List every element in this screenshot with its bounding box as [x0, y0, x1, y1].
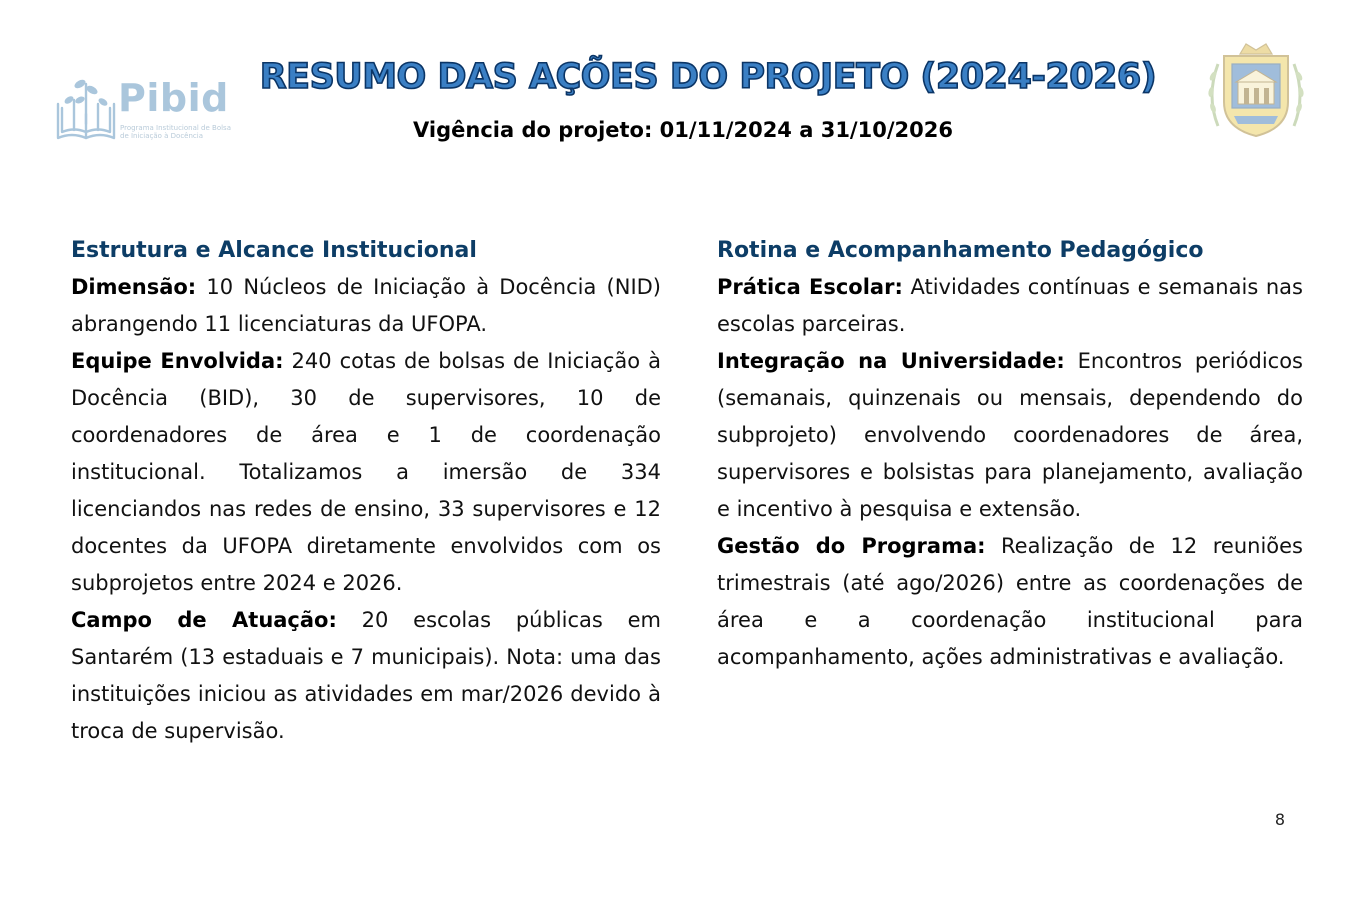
item-label: Integração na Universidade:	[717, 349, 1065, 373]
item-text: 240 cotas de bolsas de Iniciação à Docência (BID), 30 de supervisores, 10 de coordenadores de área e 1 de coordenação institucional. Totalizamos a imersão de 334 licenciandos nas redes de ensino, 33 supervisores e 12 docentes da UFOPA diretamente envolvidos com os subprojetos entre 2024 e 2026.	[71, 349, 661, 595]
item-program-management	[717, 528, 1303, 676]
pibid-wordmark: Pibid	[118, 76, 229, 120]
page-number: 8	[1274, 810, 1286, 829]
pibid-book-tree-logo-icon	[54, 74, 118, 144]
item-text: Realização de 12 reuniões trimestrais (até ago/2026) entre as coordenações de área e a coordenação institucional para acompanhamento, ações administrativas e avaliação.	[717, 534, 1303, 669]
item-university-integration	[717, 343, 1303, 528]
item-label: Campo de Atuação:	[71, 608, 337, 632]
item-dimension	[71, 269, 661, 343]
item-text: Atividades contínuas e semanais nas escolas parceiras.	[717, 275, 1303, 336]
item-label: Prática Escolar:	[717, 275, 903, 299]
item-label: Dimensão:	[71, 275, 197, 299]
item-text: Encontros periódicos (semanais, quinzenais ou mensais, dependendo do subprojeto) envolvendo coordenadores de área, supervisores e bolsistas para planejamento, avaliação e incentivo à pesquisa e extensão.	[717, 349, 1303, 521]
section-pedagogical-routine	[717, 232, 1303, 676]
section-institutional-structure	[71, 232, 661, 750]
item-field	[71, 602, 661, 750]
item-label: Gestão do Programa:	[717, 534, 986, 558]
section-heading: Rotina e Acompanhamento Pedagógico	[717, 238, 1204, 263]
pibid-logo	[54, 74, 234, 144]
university-seal-icon	[1204, 36, 1308, 142]
item-school-practice	[717, 269, 1303, 343]
item-team	[71, 343, 661, 602]
page-title: RESUMO DAS AÇÕES DO PROJETO (2024-2026)	[259, 57, 1157, 97]
project-validity: Vigência do projeto: 01/11/2024 a 31/10/2026	[413, 118, 953, 142]
section-heading: Estrutura e Alcance Institucional	[71, 238, 477, 263]
item-label: Equipe Envolvida:	[71, 349, 284, 373]
item-text: 10 Núcleos de Iniciação à Docência (NID) abrangendo 11 licenciaturas da UFOPA.	[71, 275, 661, 336]
pibid-tagline: Programa Institucional de Bolsa de Iniciação à Docência	[120, 124, 231, 140]
item-text: 20 escolas públicas em Santarém (13 estaduais e 7 municipais). Nota: uma das instituições iniciou as atividades em mar/2026 devido à troca de supervisão.	[71, 608, 661, 743]
